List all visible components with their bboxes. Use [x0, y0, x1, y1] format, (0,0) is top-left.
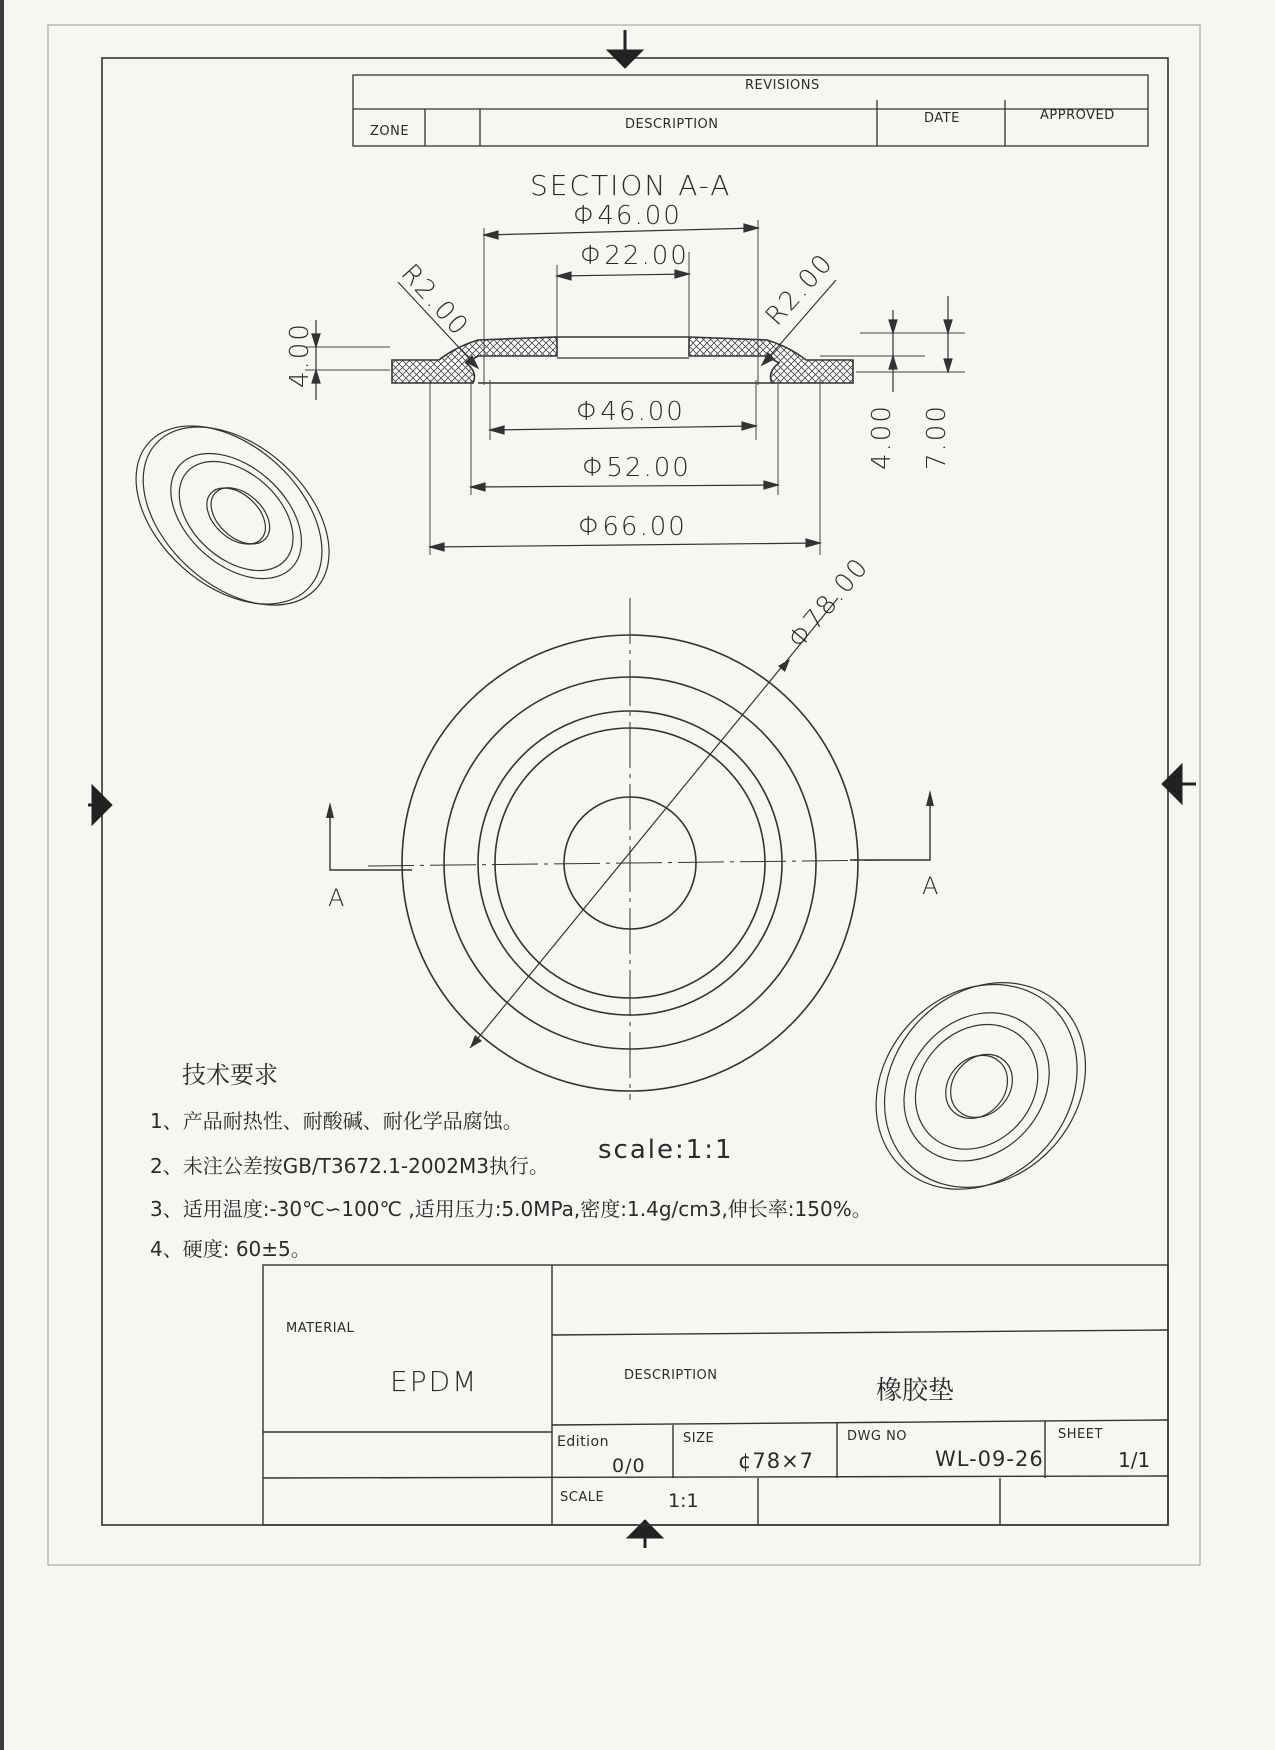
section-label-right: A [922, 872, 941, 900]
plan-diameter-label: Φ78.00 [782, 551, 876, 655]
section-cut-right [850, 796, 930, 860]
size-label: SIZE [683, 1431, 715, 1446]
edition-value: 0/0 [612, 1455, 646, 1477]
dim-height-total: 7.00 [922, 404, 952, 470]
dwg-no-label: DWG NO [847, 1429, 908, 1444]
dim-radius-left: R2.00 [394, 258, 475, 343]
revisions-date-header: DATE [924, 111, 960, 126]
description-value: 橡胶垫 [876, 1376, 955, 1406]
drawing-frame [102, 58, 1168, 1525]
notes-title: 技术要求 [182, 1061, 278, 1089]
note-item-3: 3、适用温度:-30℃∽100℃ ,适用压力:5.0MPa,密度:1.4g/cm3,伸长率:150%。 [150, 1197, 872, 1221]
note-item-2: 2、未注公差按GB/T3672.1-2002M3执行。 [150, 1154, 549, 1178]
section-cut-left [330, 808, 412, 870]
isometric-view-left [102, 388, 363, 644]
sheet-label: SHEET [1058, 1427, 1103, 1442]
dim-thickness-left: 4.00 [285, 322, 315, 388]
revisions-zone-header: ZONE [370, 124, 410, 139]
scale-label: SCALE [560, 1490, 605, 1505]
revisions-description-header: DESCRIPTION [625, 117, 719, 132]
dwg-no-value: WL-09-26 [935, 1447, 1044, 1471]
material-label: MATERIAL [286, 1321, 355, 1336]
description-label: DESCRIPTION [624, 1368, 718, 1383]
size-value: ¢78×7 [738, 1449, 815, 1473]
note-item-4: 4、硬度: 60±5。 [150, 1237, 311, 1261]
note-item-1: 1、产品耐热性、耐酸碱、耐化学品腐蚀。 [150, 1109, 523, 1133]
scale-value: 1:1 [668, 1490, 699, 1512]
dim-height-inner: 4.00 [867, 404, 897, 470]
section-view [285, 169, 965, 555]
plan-view [326, 598, 934, 1100]
dim-top-outer-diameter: Φ46.00 [573, 201, 682, 231]
dim-bottom-52-diameter: Φ52.00 [582, 453, 691, 483]
section-title: SECTION A-A [530, 169, 732, 202]
dim-radius-right: R2.00 [759, 247, 840, 332]
isometric-view-right [835, 938, 1127, 1233]
dim-bottom-66-diameter: Φ66.00 [578, 512, 687, 542]
sheet-value: 1/1 [1118, 1448, 1151, 1472]
dim-top-inner-diameter: Φ22.00 [580, 241, 689, 271]
section-label-left: A [328, 884, 347, 912]
scale-note: scale:1:1 [598, 1135, 734, 1165]
revisions-approved-header: APPROVED [1040, 108, 1115, 123]
revisions-title: REVISIONS [745, 78, 820, 93]
edition-label: Edition [557, 1434, 609, 1450]
material-value: EPDM [390, 1365, 479, 1398]
dim-bottom-46-diameter: Φ46.00 [576, 397, 685, 427]
